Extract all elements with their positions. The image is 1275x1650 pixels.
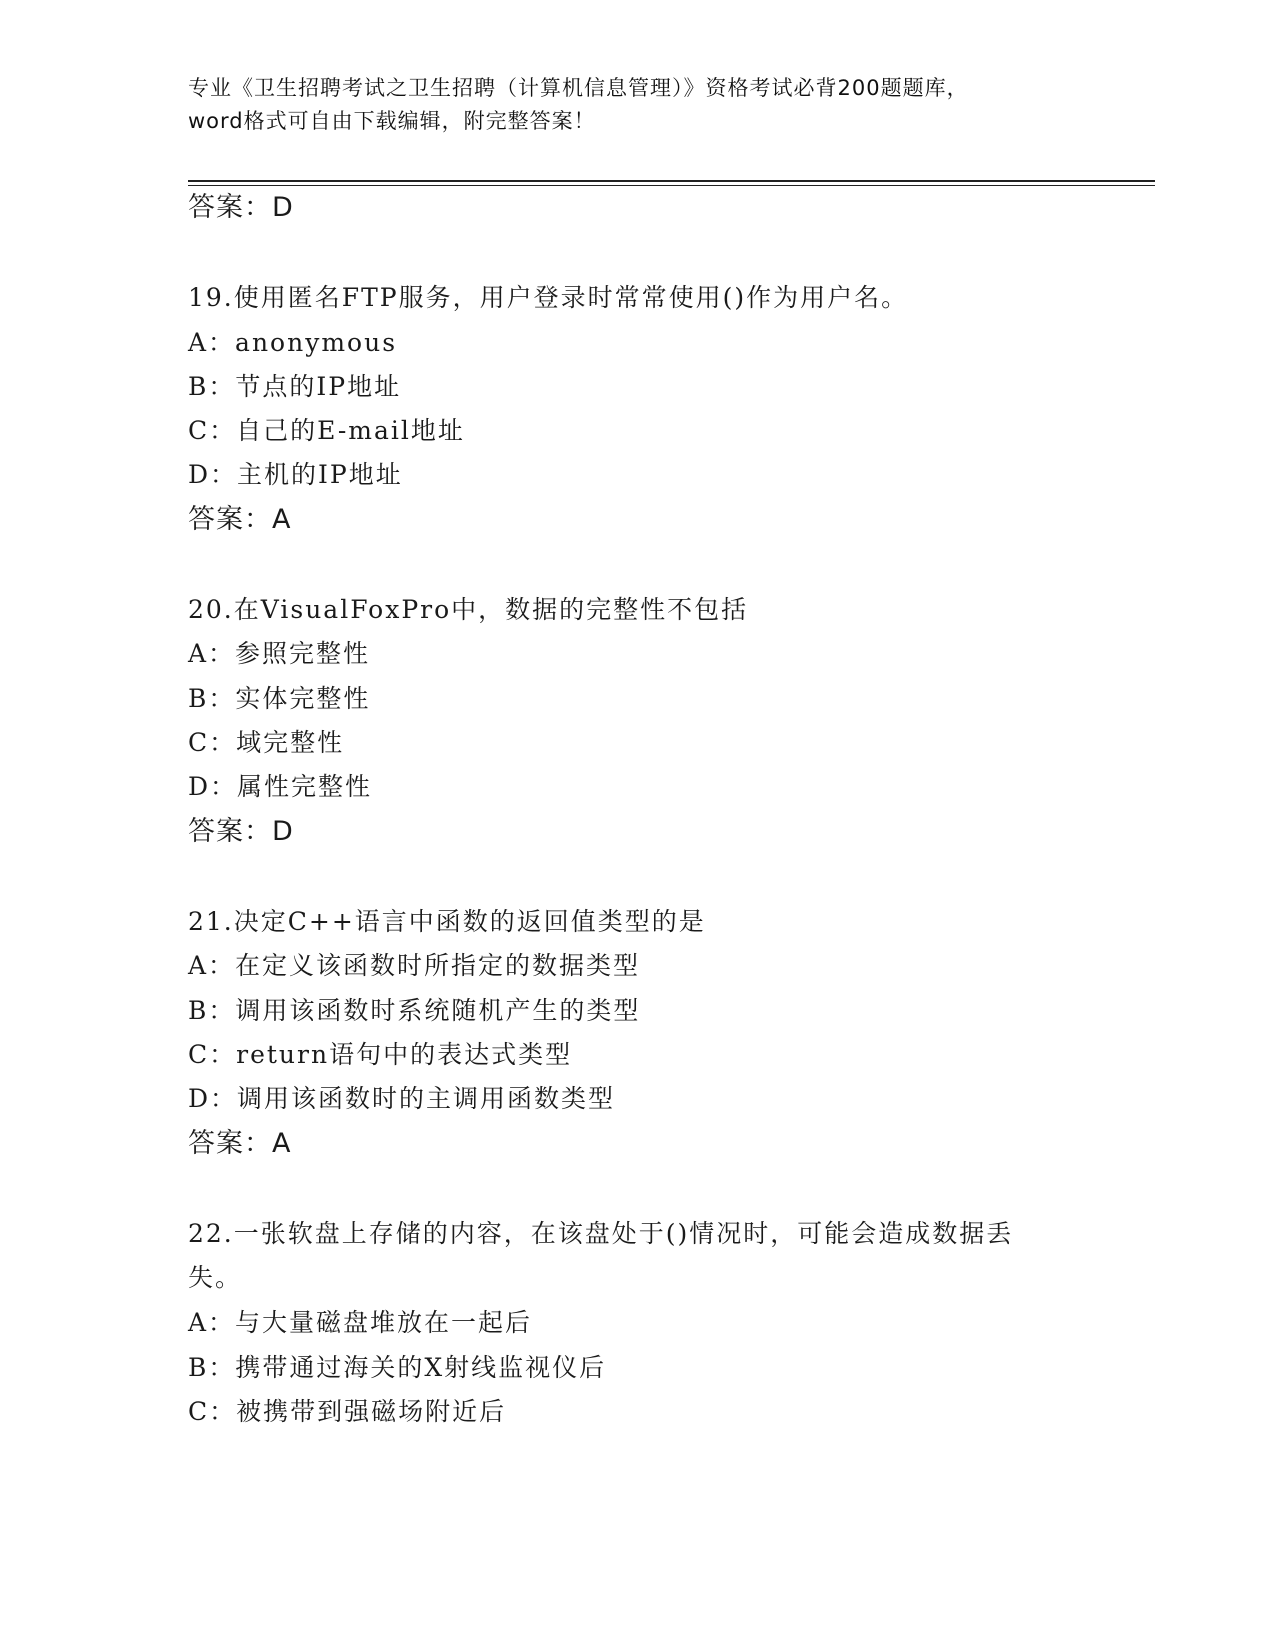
question-20-option-d: D：属性完整性 — [188, 772, 373, 801]
question-22-option-c: C：被携带到强磁场附近后 — [188, 1397, 507, 1426]
question-19-answer: 答案：A — [188, 504, 292, 535]
question-21-option-b: B：调用该函数时系统随机产生的类型 — [188, 996, 641, 1025]
header-line-1: 专业《卫生招聘考试之卫生招聘（计算机信息管理）》资格考试必背200题题库， — [188, 76, 969, 100]
answer-previous: 答案：D — [188, 192, 294, 223]
question-20-option-a: A：参照完整性 — [188, 639, 371, 668]
question-19-option-c: C：自己的E-mail地址 — [188, 416, 465, 445]
document-header — [188, 72, 1088, 138]
question-19-option-d: D：主机的IP地址 — [188, 460, 403, 489]
question-19-option-b: B：节点的IP地址 — [188, 372, 402, 401]
question-21-option-d: D：调用该函数时的主调用函数类型 — [188, 1084, 616, 1113]
question-21-answer: 答案：A — [188, 1128, 292, 1159]
header-line-2: word格式可自由下载编辑，附完整答案！ — [188, 109, 596, 133]
question-20-option-c: C：域完整性 — [188, 728, 345, 757]
question-21-option-a: A：在定义该函数时所指定的数据类型 — [188, 951, 641, 980]
question-19-title: 19.使用匿名FTP服务，用户登录时常常使用()作为用户名。 — [188, 283, 909, 312]
question-22-option-b: B：携带通过海关的X射线监视仪后 — [188, 1353, 607, 1382]
header-divider — [188, 180, 1155, 182]
question-22-option-a: A：与大量磁盘堆放在一起后 — [188, 1308, 533, 1337]
question-21-option-c: C：return语句中的表达式类型 — [188, 1040, 573, 1069]
question-22-title-line-1: 22.一张软盘上存储的内容，在该盘处于()情况时，可能会造成数据丢 — [188, 1219, 1014, 1248]
question-20-title: 20.在VisualFoxPro中，数据的完整性不包括 — [188, 595, 749, 624]
question-19-option-a: A：anonymous — [188, 328, 398, 357]
question-20-option-b: B：实体完整性 — [188, 684, 371, 713]
question-20-answer: 答案：D — [188, 816, 294, 847]
header-divider-thin — [188, 185, 1155, 186]
question-22-title-line-2: 失。 — [188, 1263, 243, 1292]
question-21-title: 21.决定C++语言中函数的返回值类型的是 — [188, 907, 706, 936]
